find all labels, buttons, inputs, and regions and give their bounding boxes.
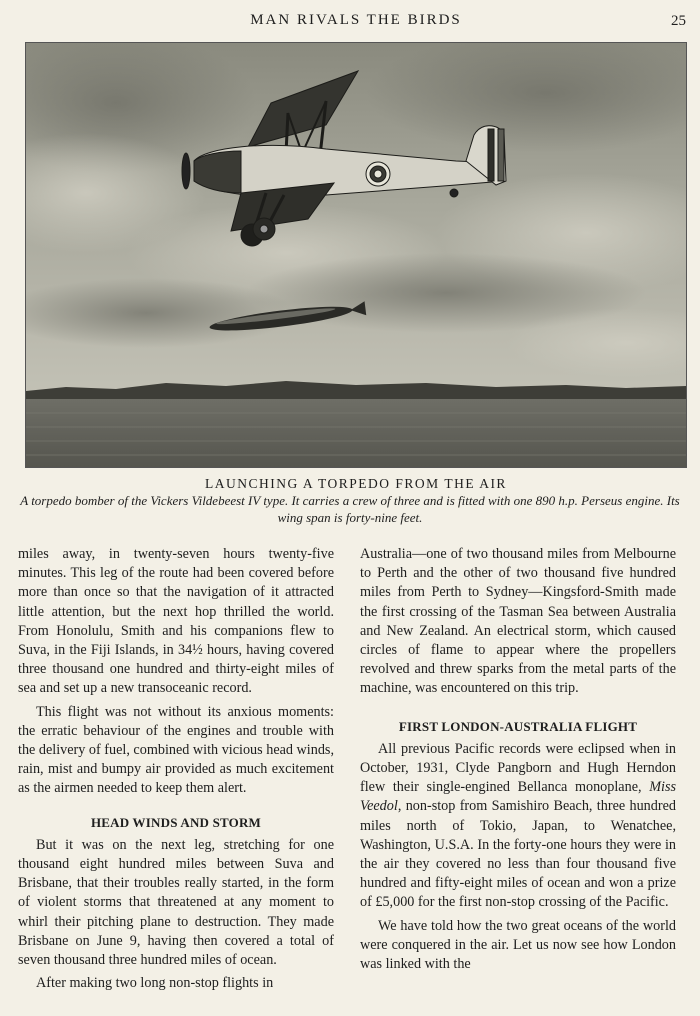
figure-caption-title: LAUNCHING A TORPEDO FROM THE AIR — [205, 476, 507, 491]
section-heading: FIRST LONDON-AUSTRALIA FLIGHT — [398, 718, 638, 734]
right-column — [360, 545, 676, 974]
page-number: 25 — [671, 13, 686, 29]
paragraph: We have told how the two great oceans of the world were conquered in the air. Let us now see how London was linked with the — [360, 917, 676, 973]
section-heading: HEAD WINDS AND STORM — [90, 814, 262, 830]
paragraph: This flight was not without its anxious moments: the erratic behaviour of the engines and trouble with the delivery of fuel, combined with vicious head winds, rain, mist and bumpy air provided as much excitement as the airmen needed to keep them alert. — [18, 703, 334, 797]
text-run: All previous Pacific records were eclipsed when in October, 1931, Clyde Pangborn and Hugh Herndon flew their single-engined Bellanca monoplane, — [360, 740, 676, 796]
paragraph: But it was on the next leg, stretching for one thousand eight hundred miles between Suva and Brisbane, that their troubles really started, in the form of violent storms that threatened at any moment to whirl their pitching plane to destruction. They made Brisbane on June 9, having then covered a total of seven thousand three hundred miles of ocean. — [18, 836, 334, 969]
paragraph — [360, 740, 676, 913]
text-run: , non-stop from Samishiro Beach, three hundred miles north of Tokio, Japan, to Wenatchee, Washington, U.S.A. In the forty-one hours they were in the air they covered no less than four thousand five hundred and fifty-eight miles of ocean and won a prize of £5,000 for the first non-stop crossing of the Pacific. — [360, 798, 676, 911]
left-column — [18, 545, 334, 993]
aircraft-name: Miss Veedol — [360, 779, 676, 815]
running-head: MAN RIVALS THE BIRDS — [250, 12, 462, 28]
figure-caption-text: A torpedo bomber of the Vickers Vildebeest IV type. It carries a crew of three and is fitted with one 890 h.p. Perseus engine. Its wing span is forty-nine feet. — [20, 493, 680, 525]
paragraph: miles away, in twenty-seven hours twenty-five minutes. This leg of the route had been covered before more than once so that the navigation of it attracted little attention, but the next hop thrilled the world. From Honolulu, Smith and his companions flew to Suva, in the Fiji Islands, in 34½ hours, having covered three thousand one hundred and thirty-eight miles of sea and set up a new transoceanic record. — [18, 546, 334, 697]
paragraph: Australia—one of two thousand miles from Melbourne to Perth and the other of two thousand five hundred miles from Perth to Sydney—Kingsford-Smith made the first crossing of the Tasman Sea between Australia and New Zealand. An electrical storm, which caused circles of flame to appear where the propellers revolved and threw sparks from the metal parts of the machine, was encountered on this trip. — [360, 546, 676, 697]
page-header — [0, 12, 700, 34]
paragraph: After making two long non-stop flights in — [36, 975, 274, 992]
torpedo-bomber-photo — [25, 42, 687, 468]
